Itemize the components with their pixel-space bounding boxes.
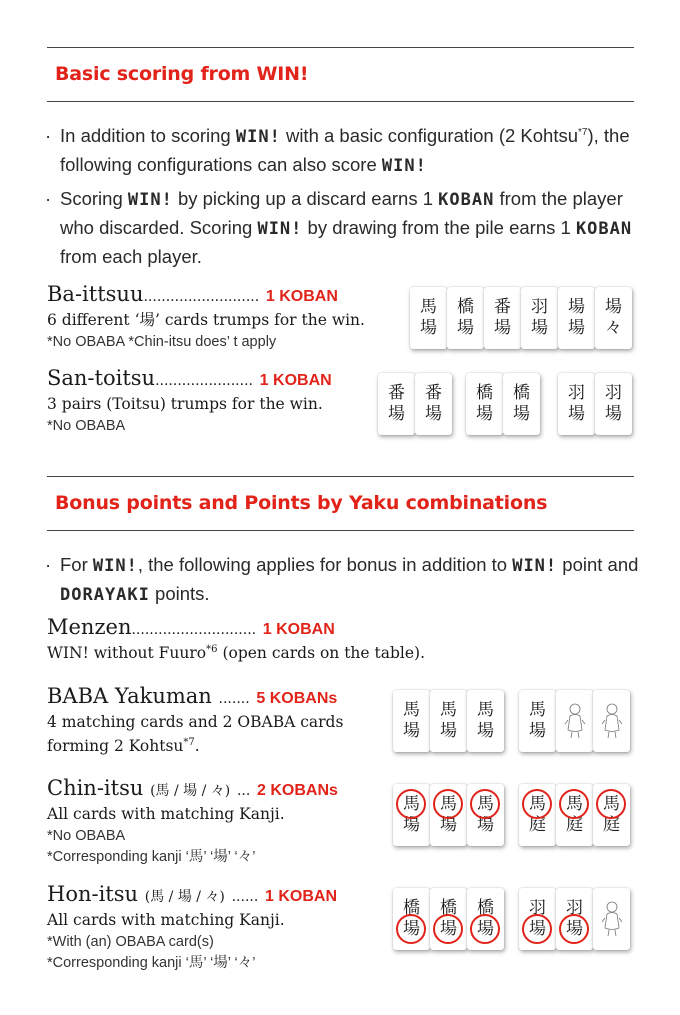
card-kanji-bottom: 場 xyxy=(477,721,494,741)
highlight-circle xyxy=(559,789,589,819)
kanji-card xyxy=(393,784,430,846)
yaku-note-2: *Corresponding kanji ‘馬’ ‘場’ ‘々’ xyxy=(47,849,256,865)
card-kanji-top: 橋 xyxy=(476,383,493,403)
yaku-points: 1 KOBAN xyxy=(265,288,338,305)
card-kanji-top: 番 xyxy=(388,383,405,403)
kanji-card xyxy=(519,888,556,950)
highlight-circle xyxy=(559,914,589,944)
card-kanji-top: 羽 xyxy=(568,383,585,403)
card-kanji-top: 番 xyxy=(425,383,442,403)
card-kanji-bottom: 場 xyxy=(494,318,511,338)
card-kanji-top: 馬 xyxy=(477,794,494,814)
card-kanji-bottom: 場 xyxy=(440,721,457,741)
yaku-baba-yakuman: BABA Yakuman ....... 5 KOBANs 4 matching cards and 2 OBABA cards forming 2 Kohtsu$^{*7}$. xyxy=(47,684,343,758)
kanji-card xyxy=(519,784,556,846)
highlight-circle xyxy=(396,789,426,819)
yaku-desc: 4 matching cards and 2 OBABA cards xyxy=(47,713,344,731)
yaku-san-toitsu: San-toitsu...................... 1 KOBAN 3 pairs (Toitsu) trumps for the win. *No OBABA xyxy=(47,366,332,437)
card-kanji-top: 馬 xyxy=(403,794,420,814)
card-kanji-top: 馬 xyxy=(477,700,494,720)
kanji-card xyxy=(503,373,540,435)
yaku-desc: 6 different ‘場’ cards trumps for the win. xyxy=(47,311,365,329)
kanji-card xyxy=(556,784,593,846)
card-kanji-bottom: 場 xyxy=(531,318,548,338)
kanji-card xyxy=(430,784,467,846)
yaku-note: *No OBABA *Chin-itsu does’ t apply xyxy=(47,334,277,350)
card-kanji-bottom: 庭 xyxy=(529,815,546,835)
kanji-card xyxy=(378,373,415,435)
card-kanji-bottom: 庭 xyxy=(603,815,620,835)
card-kanji-bottom: 庭 xyxy=(566,815,583,835)
card-kanji-bottom: 場 xyxy=(477,919,494,939)
highlight-circle xyxy=(522,914,552,944)
bullet-bonus: · For WIN!, the following applies for bonus in addition to WIN! point and DORAYAKI points. xyxy=(45,554,639,605)
kanji-card xyxy=(410,287,447,349)
card-kanji-top: 場 xyxy=(568,297,585,317)
kanji-card xyxy=(467,690,504,752)
kanji-card xyxy=(393,888,430,950)
highlight-circle xyxy=(433,914,463,944)
kanji-card xyxy=(430,690,467,752)
card-kanji-bottom: 場 xyxy=(568,318,585,338)
card-kanji-top: 馬 xyxy=(440,794,457,814)
bullet-basic-config: · In addition to scoring WIN! with a basic configuration (2 Kohtsu$^{*7}$), the following configurations can also score WIN! xyxy=(45,125,630,176)
kanji-card xyxy=(593,784,630,846)
bullet-koban-earning: · Scoring WIN! by picking up a discard earns 1 KOBAN from the player who discarded. Scoring WIN! by drawing from the pile earns 1 KOBAN from each player. xyxy=(45,188,633,267)
yaku-title: Menzen xyxy=(47,615,132,639)
highlight-circle xyxy=(433,789,463,819)
obaba-card xyxy=(593,888,630,950)
card-kanji-bottom: 場 xyxy=(568,404,585,424)
yaku-hon-itsu: Hon-itsu (馬 / 場 / 々) ...... 1 KOBAN All cards with matching Kanji. *With (an) OBABA card(s) *Corresponding kanji ‘馬’ ‘場’ ‘々’ xyxy=(47,882,337,974)
yaku-points: 5 KOBANs xyxy=(256,690,338,707)
yaku-title: Ba-ittsuu xyxy=(47,282,144,306)
highlight-circle xyxy=(470,914,500,944)
kanji-card xyxy=(558,287,595,349)
kanji-card xyxy=(484,287,521,349)
yaku-title: San-toitsu xyxy=(47,366,156,390)
card-kanji-top: 馬 xyxy=(529,700,546,720)
yaku-note: *No OBABA xyxy=(47,418,126,434)
yaku-title: Chin-itsu xyxy=(47,776,144,800)
obaba-figure-icon xyxy=(564,702,586,740)
section-rule xyxy=(47,476,634,477)
card-kanji-top: 羽 xyxy=(531,297,548,317)
card-kanji-bottom: 場 xyxy=(403,721,420,741)
yaku-note: *No OBABA xyxy=(47,828,126,844)
yaku-ba-ittsuu: Ba-ittsuu.......................... 1 KOBAN 6 different ‘場’ cards trumps for the win. *No OBABA *Chin-itsu does’ t apply xyxy=(47,282,365,353)
yaku-desc: All cards with matching Kanji. xyxy=(47,805,285,823)
yaku-menzen: Menzen............................ 1 KOBAN WIN! without Fuuro$^{*6}$ (open cards on the table). xyxy=(47,615,425,665)
kanji-card xyxy=(519,690,556,752)
obaba-figure-icon xyxy=(601,900,623,938)
yaku-desc-2: forming 2 Kohtsu$^{*7}$. xyxy=(47,736,200,755)
yaku-desc: WIN! without Fuuro$^{*6}$ (open cards on the table). xyxy=(47,643,426,662)
card-kanji-top: 番 xyxy=(494,297,511,317)
card-kanji-top: 馬 xyxy=(420,297,437,317)
highlight-circle xyxy=(396,914,426,944)
yaku-note-2: *Corresponding kanji ‘馬’ ‘場’ ‘々’ xyxy=(47,955,256,971)
highlight-circle xyxy=(522,789,552,819)
card-kanji-top: 橋 xyxy=(513,383,530,403)
kanji-card xyxy=(447,287,484,349)
card-kanji-bottom: 場 xyxy=(420,318,437,338)
card-kanji-top: 馬 xyxy=(403,700,420,720)
obaba-card xyxy=(593,690,630,752)
card-kanji-top: 馬 xyxy=(603,794,620,814)
card-kanji-top: 馬 xyxy=(440,700,457,720)
kanji-card xyxy=(595,287,632,349)
yaku-chin-itsu: Chin-itsu (馬 / 場 / 々) ... 2 KOBANs All cards with matching Kanji. *No OBABA *Corresponding kanji ‘馬’ ‘場’ ‘々’ xyxy=(47,776,338,868)
section-title-basic-scoring: Basic scoring from WIN! xyxy=(55,63,309,85)
kanji-card xyxy=(415,373,452,435)
card-kanji-bottom: 場 xyxy=(403,919,420,939)
card-kanji-top: 橋 xyxy=(457,297,474,317)
section-rule xyxy=(47,530,634,531)
highlight-circle xyxy=(470,789,500,819)
section-rule xyxy=(47,101,634,102)
card-kanji-top: 羽 xyxy=(529,898,546,918)
card-kanji-top: 馬 xyxy=(566,794,583,814)
card-kanji-bottom: 場 xyxy=(605,404,622,424)
card-kanji-bottom: 々 xyxy=(605,318,622,338)
card-kanji-bottom: 場 xyxy=(440,815,457,835)
card-kanji-top: 橋 xyxy=(403,898,420,918)
yaku-points: 1 KOBAN xyxy=(262,621,335,638)
obaba-figure-icon xyxy=(601,702,623,740)
kanji-card xyxy=(521,287,558,349)
section-title-bonus-points: Bonus points and Points by Yaku combinations xyxy=(55,492,548,514)
yaku-points: 1 KOBAN xyxy=(259,372,332,389)
top-rule xyxy=(47,47,634,48)
card-kanji-bottom: 場 xyxy=(477,815,494,835)
obaba-card xyxy=(556,690,593,752)
card-kanji-bottom: 場 xyxy=(388,404,405,424)
card-kanji-top: 橋 xyxy=(477,898,494,918)
card-kanji-bottom: 場 xyxy=(440,919,457,939)
card-kanji-bottom: 場 xyxy=(457,318,474,338)
kanji-card xyxy=(556,888,593,950)
card-kanji-top: 馬 xyxy=(529,794,546,814)
kanji-card xyxy=(558,373,595,435)
card-kanji-top: 橋 xyxy=(440,898,457,918)
card-kanji-bottom: 場 xyxy=(476,404,493,424)
card-kanji-bottom: 場 xyxy=(425,404,442,424)
yaku-desc: 3 pairs (Toitsu) trumps for the win. xyxy=(47,395,323,413)
yaku-points: 2 KOBANs xyxy=(256,782,338,799)
card-kanji-bottom: 場 xyxy=(566,919,583,939)
card-kanji-top: 羽 xyxy=(605,383,622,403)
kanji-card xyxy=(595,373,632,435)
kanji-card xyxy=(430,888,467,950)
card-kanji-top: 場 xyxy=(605,297,622,317)
highlight-circle xyxy=(596,789,626,819)
kanji-card xyxy=(467,784,504,846)
kanji-card xyxy=(393,690,430,752)
yaku-note: *With (an) OBABA card(s) xyxy=(47,934,214,950)
card-kanji-bottom: 場 xyxy=(403,815,420,835)
card-kanji-top: 羽 xyxy=(566,898,583,918)
kanji-card xyxy=(467,888,504,950)
card-kanji-bottom: 場 xyxy=(513,404,530,424)
yaku-points: 1 KOBAN xyxy=(264,888,337,905)
yaku-desc: All cards with matching Kanji. xyxy=(47,911,285,929)
card-kanji-bottom: 場 xyxy=(529,919,546,939)
yaku-title: Hon-itsu xyxy=(47,882,139,906)
card-kanji-bottom: 場 xyxy=(529,721,546,741)
yaku-title: BABA Yakuman xyxy=(47,684,212,708)
kanji-card xyxy=(466,373,503,435)
